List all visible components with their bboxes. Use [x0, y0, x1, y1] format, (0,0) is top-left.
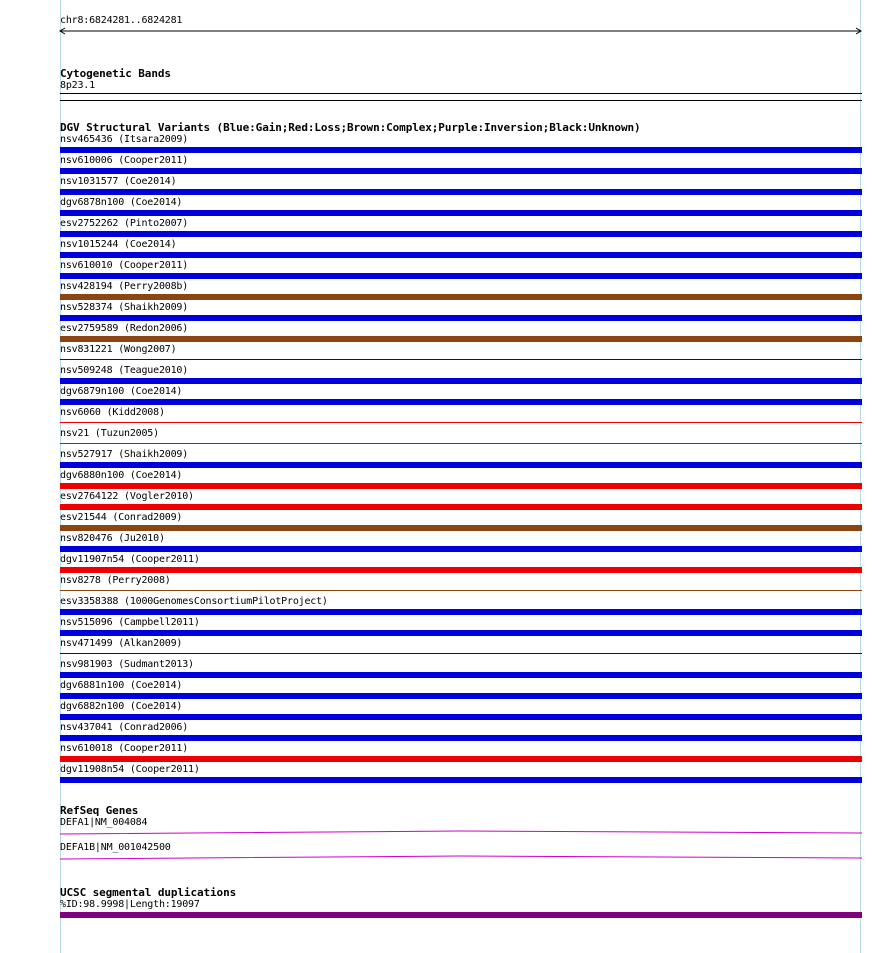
- coordinate-ruler: [58, 27, 864, 35]
- dgv-variant-bar[interactable]: [60, 231, 862, 237]
- dgv-variant-label[interactable]: nsv610006 (Cooper2011): [60, 155, 189, 166]
- dgv-variant-bar[interactable]: [60, 443, 862, 444]
- refseq-gene-line[interactable]: [60, 830, 862, 836]
- dgv-variant-bar[interactable]: [60, 399, 862, 405]
- refseq-gene-label[interactable]: DEFA1|NM_004084: [60, 817, 148, 828]
- dgv-variant-label[interactable]: dgv11907n54 (Cooper2011): [60, 554, 200, 565]
- dgv-variant-label[interactable]: dgv11908n54 (Cooper2011): [60, 764, 200, 775]
- dgv-variant-bar[interactable]: [60, 693, 862, 699]
- dgv-variant-bar[interactable]: [60, 315, 862, 321]
- dgv-variant-label[interactable]: nsv471499 (Alkan2009): [60, 638, 183, 649]
- dgv-variant-label[interactable]: nsv509248 (Teague2010): [60, 365, 189, 376]
- track-right-boundary: [860, 0, 861, 953]
- dgv-variant-bar[interactable]: [60, 422, 862, 423]
- cytoband-track-title: Cytogenetic Bands: [60, 67, 171, 80]
- dgv-variant-bar[interactable]: [60, 735, 862, 741]
- dgv-variant-bar[interactable]: [60, 546, 862, 552]
- dgv-variant-label[interactable]: dgv6880n100 (Coe2014): [60, 470, 183, 481]
- dgv-variant-bar[interactable]: [60, 462, 862, 468]
- dgv-variant-label[interactable]: nsv820476 (Ju2010): [60, 533, 165, 544]
- dgv-track-title: DGV Structural Variants (Blue:Gain;Red:Loss;Brown:Complex;Purple:Inversion;Black:Unknown): [60, 121, 641, 134]
- dgv-variant-bar[interactable]: [60, 147, 862, 153]
- dgv-variant-bar[interactable]: [60, 378, 862, 384]
- dgv-variant-bar[interactable]: [60, 672, 862, 678]
- dgv-variant-bar[interactable]: [60, 273, 862, 279]
- dgv-variant-label[interactable]: nsv437041 (Conrad2006): [60, 722, 189, 733]
- dgv-variant-bar[interactable]: [60, 359, 862, 360]
- dgv-variant-label[interactable]: nsv610010 (Cooper2011): [60, 260, 189, 271]
- dgv-variant-label[interactable]: nsv8278 (Perry2008): [60, 575, 171, 586]
- dgv-variant-bar[interactable]: [60, 630, 862, 636]
- segdup-bar[interactable]: [60, 912, 862, 918]
- dgv-variant-bar[interactable]: [60, 504, 862, 510]
- dgv-variant-label[interactable]: esv2759589 (Redon2006): [60, 323, 189, 334]
- dgv-variant-bar[interactable]: [60, 714, 862, 720]
- dgv-variant-label[interactable]: dgv6879n100 (Coe2014): [60, 386, 183, 397]
- dgv-variant-label[interactable]: dgv6878n100 (Coe2014): [60, 197, 183, 208]
- dgv-variant-label[interactable]: nsv428194 (Perry2008b): [60, 281, 189, 292]
- dgv-variant-bar[interactable]: [60, 336, 862, 342]
- dgv-variant-label[interactable]: nsv1015244 (Coe2014): [60, 239, 177, 250]
- dgv-variant-label[interactable]: nsv527917 (Shaikh2009): [60, 449, 189, 460]
- dgv-variant-label[interactable]: esv3358388 (1000GenomesConsortiumPilotProject): [60, 596, 328, 607]
- dgv-variant-label[interactable]: esv2752262 (Pinto2007): [60, 218, 189, 229]
- cytoband-line-top: [60, 93, 862, 94]
- dgv-variant-bar[interactable]: [60, 653, 862, 654]
- refseq-gene-label[interactable]: DEFA1B|NM_001042500: [60, 842, 171, 853]
- cytoband-line-bottom: [60, 100, 862, 101]
- dgv-variant-bar[interactable]: [60, 294, 862, 300]
- coordinate-label: chr8:6824281..6824281: [60, 15, 183, 26]
- dgv-variant-bar[interactable]: [60, 525, 862, 531]
- dgv-variant-label[interactable]: nsv981903 (Sudmant2013): [60, 659, 194, 670]
- refseq-track-title: RefSeq Genes: [60, 804, 139, 817]
- dgv-variant-bar[interactable]: [60, 756, 862, 762]
- dgv-variant-label[interactable]: nsv465436 (Itsara2009): [60, 134, 189, 145]
- segdup-label[interactable]: %ID:98.9998|Length:19097: [60, 899, 200, 910]
- dgv-variant-bar[interactable]: [60, 590, 862, 591]
- dgv-variant-label[interactable]: nsv610018 (Cooper2011): [60, 743, 189, 754]
- dgv-variant-label[interactable]: nsv1031577 (Coe2014): [60, 176, 177, 187]
- segdup-track-title: UCSC segmental duplications: [60, 886, 237, 899]
- dgv-variant-bar[interactable]: [60, 777, 862, 783]
- dgv-variant-label[interactable]: nsv831221 (Wong2007): [60, 344, 177, 355]
- dgv-variant-bar[interactable]: [60, 210, 862, 216]
- dgv-variant-label[interactable]: esv21544 (Conrad2009): [60, 512, 183, 523]
- dgv-variant-bar[interactable]: [60, 609, 862, 615]
- dgv-variant-label[interactable]: nsv21 (Tuzun2005): [60, 428, 159, 439]
- dgv-variant-bar[interactable]: [60, 567, 862, 573]
- dgv-variant-label[interactable]: nsv6060 (Kidd2008): [60, 407, 165, 418]
- dgv-variant-label[interactable]: dgv6881n100 (Coe2014): [60, 680, 183, 691]
- dgv-variant-bar[interactable]: [60, 483, 862, 489]
- cytoband-label: 8p23.1: [60, 80, 95, 91]
- refseq-gene-line[interactable]: [60, 855, 862, 861]
- dgv-variant-label[interactable]: nsv515096 (Campbell2011): [60, 617, 200, 628]
- dgv-variant-label[interactable]: nsv528374 (Shaikh2009): [60, 302, 189, 313]
- dgv-variant-bar[interactable]: [60, 168, 862, 174]
- dgv-variant-label[interactable]: esv2764122 (Vogler2010): [60, 491, 194, 502]
- dgv-variant-label[interactable]: dgv6882n100 (Coe2014): [60, 701, 183, 712]
- dgv-variant-bar[interactable]: [60, 189, 862, 195]
- dgv-variant-bar[interactable]: [60, 252, 862, 258]
